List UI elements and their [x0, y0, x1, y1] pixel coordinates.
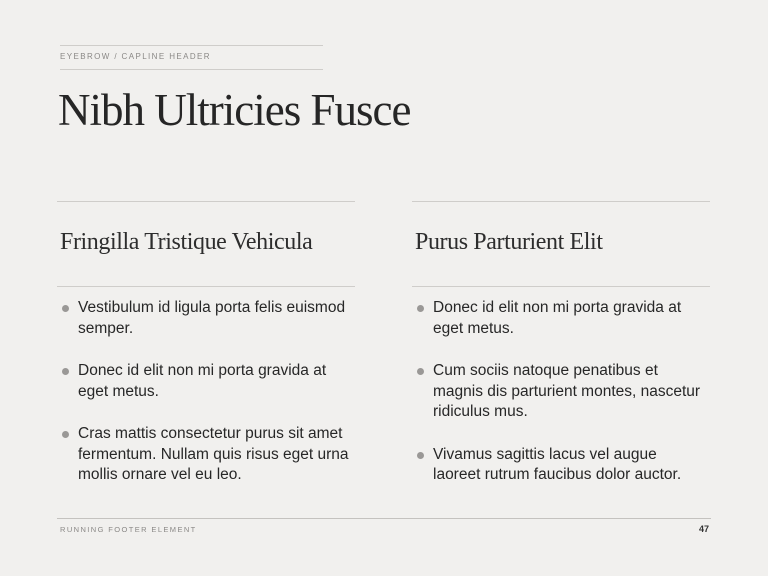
left-column-heading-rule: [57, 286, 355, 287]
bullet-text: Vestibulum id ligula porta felis euismod semper.: [78, 299, 346, 337]
eyebrow-bottom-rule: [60, 69, 323, 70]
bullet-text: Donec id elit non mi porta gravida at eget metus.: [433, 299, 682, 337]
footer-rule: [57, 518, 711, 519]
list-item: [60, 298, 350, 339]
bullet-dot-icon: [417, 305, 424, 312]
bullet-text: Vivamus sagittis lacus vel augue laoreet rutrum faucibus dolor auctor.: [433, 445, 682, 483]
bullet-dot-icon: [62, 305, 69, 312]
eyebrow-top-rule: [60, 45, 323, 46]
list-item: [415, 298, 705, 339]
list-item: [415, 445, 705, 486]
bullet-dot-icon: [62, 431, 69, 438]
bullet-dot-icon: [417, 368, 424, 375]
bullet-text: Cras mattis consectetur purus sit amet fermentum. Nullam quis risus eget urna mollis ornare vel eu leo.: [78, 425, 349, 483]
list-item: [415, 361, 705, 423]
right-column-heading: Purus Parturient Elit: [415, 229, 603, 255]
eyebrow-header: EYEBROW / CAPLINE HEADER: [60, 52, 211, 61]
left-column-bullet-list: [60, 298, 350, 508]
bullet-text: Donec id elit non mi porta gravida at eget metus.: [78, 362, 327, 400]
running-footer: RUNNING FOOTER ELEMENT: [60, 525, 197, 534]
right-column-top-rule: [412, 201, 710, 202]
bullet-text: Cum sociis natoque penatibus et magnis dis parturient montes, nascetur ridiculus mus.: [433, 362, 701, 420]
bullet-dot-icon: [62, 368, 69, 375]
right-column-bullet-list: [415, 298, 705, 508]
bullet-dot-icon: [417, 452, 424, 459]
left-column-heading: Fringilla Tristique Vehicula: [60, 229, 313, 255]
right-column-heading-rule: [412, 286, 710, 287]
list-item: [60, 424, 350, 486]
left-column-top-rule: [57, 201, 355, 202]
page-number: 47: [698, 524, 709, 534]
list-item: [60, 361, 350, 402]
page-title: Nibh Ultricies Fusce: [58, 85, 411, 135]
